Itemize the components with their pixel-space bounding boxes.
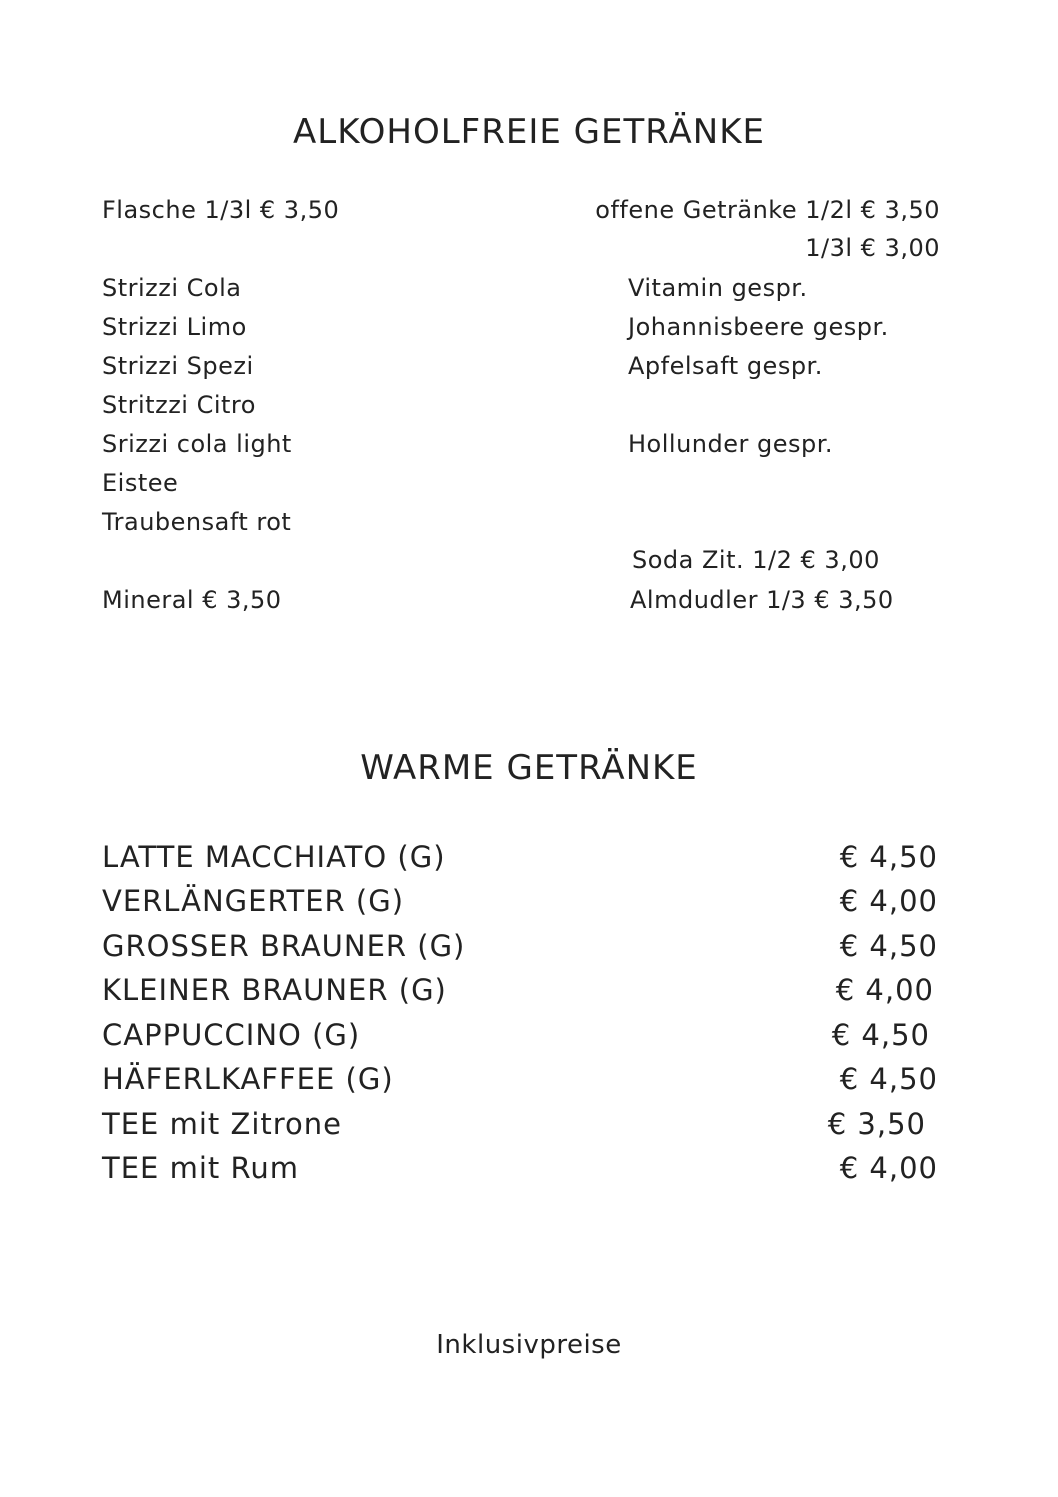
- open-drink-item: Johannisbeere gespr.: [628, 313, 889, 341]
- open-drink-item: Vitamin gespr.: [628, 274, 808, 302]
- open-drink-item: Hollunder gespr.: [628, 430, 834, 458]
- bottle-item: Srizzi cola light: [102, 430, 292, 458]
- warm-item-price: € 4,00: [835, 973, 934, 1007]
- bottle-item: Strizzi Spezi: [102, 352, 254, 380]
- warm-item-name: TEE mit Zitrone: [102, 1107, 343, 1141]
- open-drinks-third-price: 1/3l € 3,00: [805, 234, 940, 262]
- warm-item-name: GROSSER BRAUNER (G): [102, 929, 466, 963]
- warm-item-name: TEE mit Rum: [102, 1151, 299, 1185]
- inclusive-prices-note: Inklusivpreise: [436, 1330, 622, 1360]
- mineral-price: Mineral € 3,50: [102, 586, 282, 614]
- soda-price: Soda Zit. 1/2 € 3,00: [632, 546, 880, 574]
- open-drinks-header: offene Getränke 1/2l € 3,50: [595, 196, 940, 224]
- almdudler-price: Almdudler 1/3 € 3,50: [630, 586, 894, 614]
- open-drink-item: Apfelsaft gespr.: [628, 352, 823, 380]
- bottle-item: Traubensaft rot: [102, 508, 292, 536]
- warm-item-price: € 4,00: [839, 884, 938, 918]
- warm-item-price: € 4,50: [839, 929, 938, 963]
- bottle-item: Strizzi Limo: [102, 313, 247, 341]
- warm-item-name: LATTE MACCHIATO (G): [102, 840, 446, 874]
- bottle-item: Stritzzi Citro: [102, 391, 256, 419]
- bottle-price-header: Flasche 1/3l € 3,50: [102, 196, 340, 224]
- warm-item-name: HÄFERLKAFFEE (G): [102, 1062, 394, 1096]
- warm-item-name: VERLÄNGERTER (G): [102, 884, 405, 918]
- warm-item-price: € 4,50: [831, 1018, 930, 1052]
- warm-item-name: CAPPUCCINO (G): [102, 1018, 361, 1052]
- warm-item-name: KLEINER BRAUNER (G): [102, 973, 447, 1007]
- bottle-item: Strizzi Cola: [102, 274, 242, 302]
- cold-drinks-title: ALKOHOLFREIE GETRÄNKE: [293, 112, 765, 152]
- warm-drinks-title: WARME GETRÄNKE: [360, 748, 698, 788]
- warm-item-price: € 4,50: [839, 840, 938, 874]
- bottle-item: Eistee: [102, 469, 179, 497]
- warm-item-price: € 4,50: [839, 1062, 938, 1096]
- warm-item-price: € 4,00: [839, 1151, 938, 1185]
- warm-item-price: € 3,50: [827, 1107, 926, 1141]
